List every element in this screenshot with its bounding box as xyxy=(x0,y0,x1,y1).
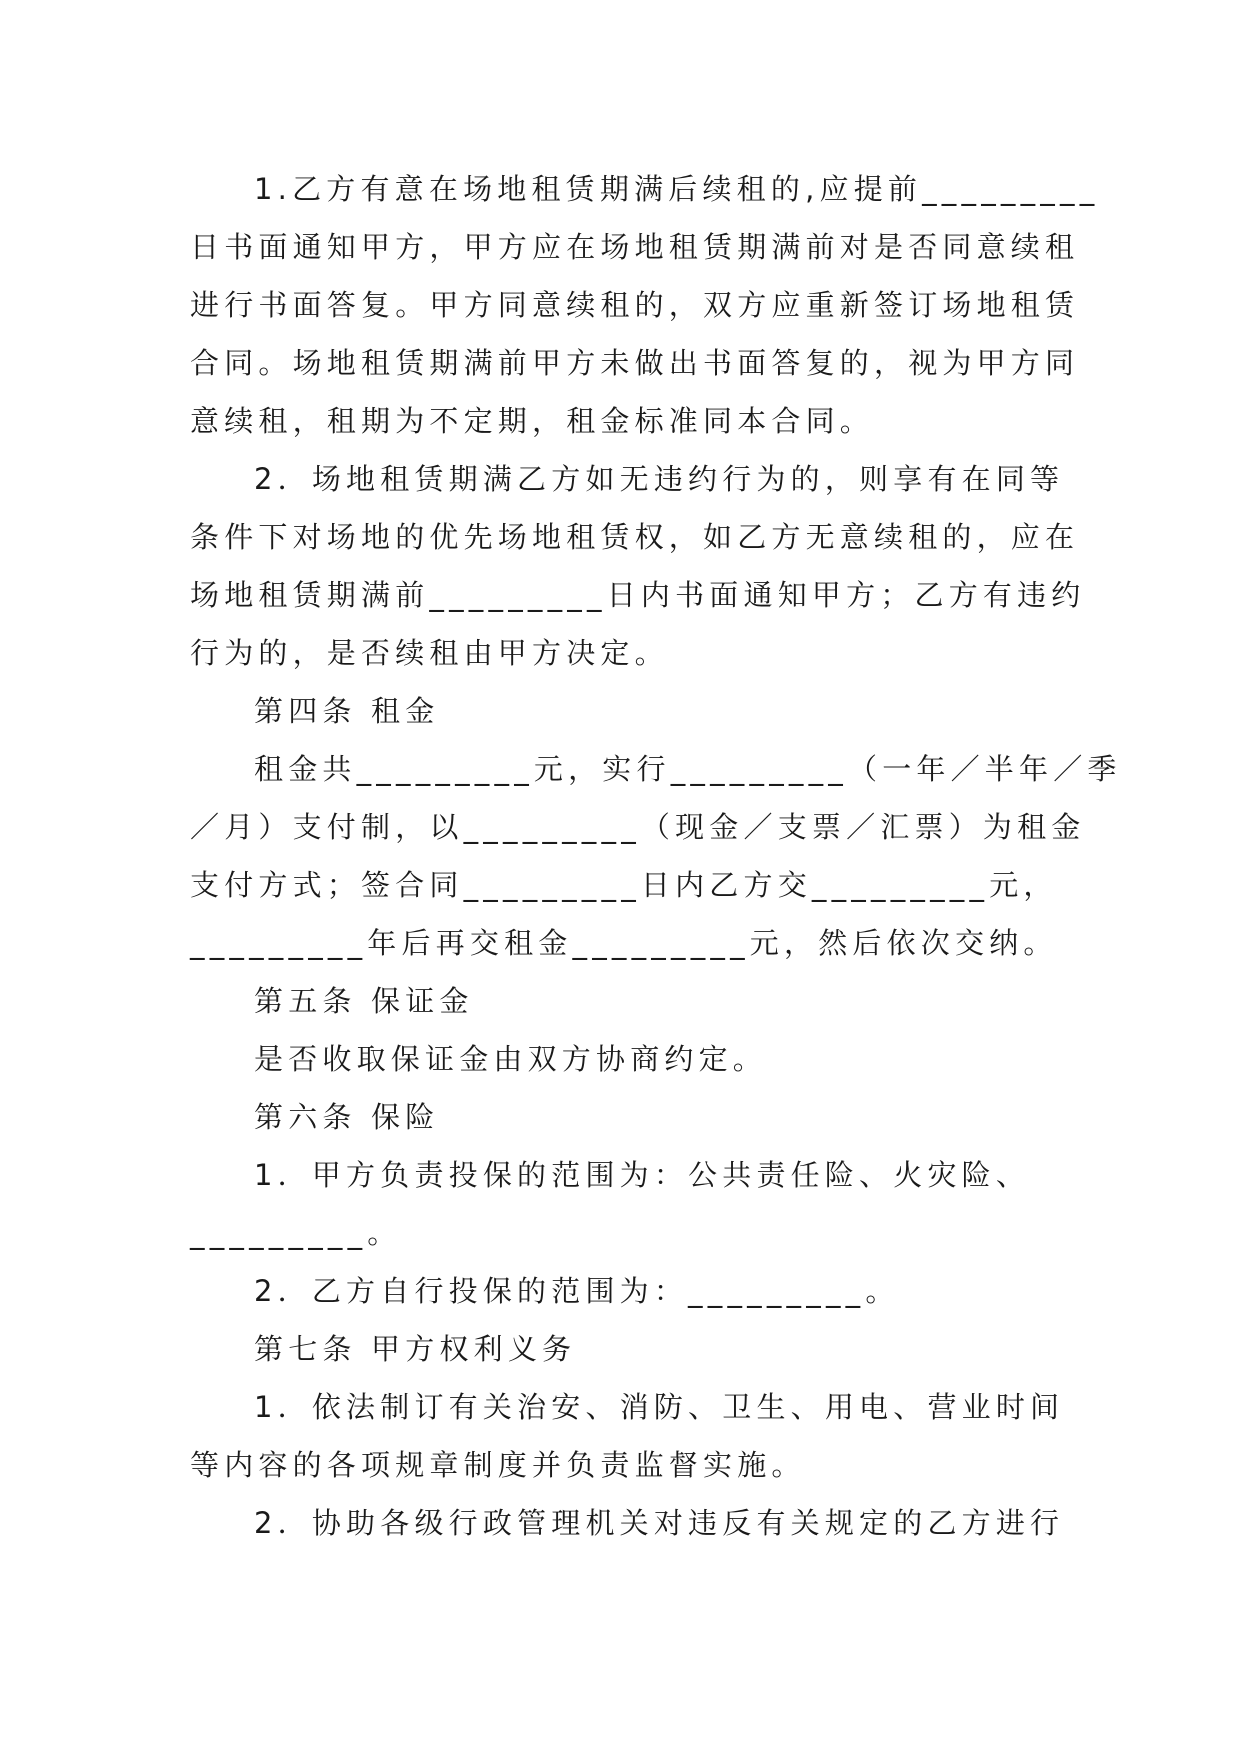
section-heading: 第七条 甲方权利义务 xyxy=(254,1332,577,1366)
text-line: 1.乙方有意在场地租赁期满后续租的,应提前_________ xyxy=(254,172,1100,206)
text-line: 1．依法制订有关治安、消防、卫生、用电、营业时间 xyxy=(254,1390,1065,1424)
text-line: 1．甲方负责投保的范围为：公共责任险、火灾险、 xyxy=(254,1158,1031,1192)
text-line: 条件下对场地的优先场地租赁权，如乙方无意续租的，应在 xyxy=(190,520,1080,554)
text-line: 合同。场地租赁期满前甲方未做出书面答复的，视为甲方同 xyxy=(190,346,1080,380)
section-heading: 第四条 租金 xyxy=(254,694,440,728)
text-line: 意续租，租期为不定期，租金标准同本合同。 xyxy=(190,404,875,438)
text-line: 场地租赁期满前_________日内书面通知甲方；乙方有违约 xyxy=(190,578,1086,612)
text-line: 日书面通知甲方，甲方应在场地租赁期满前对是否同意续租 xyxy=(190,230,1080,264)
text-line: 2．场地租赁期满乙方如无违约行为的，则享有在同等 xyxy=(254,462,1065,496)
text-line: _________年后再交租金_________元，然后依次交纳。 xyxy=(190,926,1058,960)
text-line: 租金共_________元，实行_________（一年／半年／季 xyxy=(254,752,1122,786)
text-line: 2．乙方自行投保的范围为：_________。 xyxy=(254,1274,900,1308)
text-line: 2．协助各级行政管理机关对违反有关规定的乙方进行 xyxy=(254,1506,1065,1540)
text-line: 进行书面答复。甲方同意续租的，双方应重新签订场地租赁 xyxy=(190,288,1080,322)
contract-text xyxy=(190,160,1122,1552)
section-heading: 第五条 保证金 xyxy=(254,984,474,1018)
text-line: 行为的，是否续租由甲方决定。 xyxy=(190,636,669,670)
text-line: 是否收取保证金由双方协商约定。 xyxy=(254,1042,768,1076)
text-line: 等内容的各项规章制度并负责监督实施。 xyxy=(190,1448,806,1482)
section-heading: 第六条 保险 xyxy=(254,1100,440,1134)
text-line: _________。 xyxy=(190,1216,402,1250)
text-line: ／月）支付制，以_________（现金／支票／汇票）为租金 xyxy=(190,810,1086,844)
text-line: 支付方式；签合同_________日内乙方交_________元， xyxy=(190,868,1058,902)
